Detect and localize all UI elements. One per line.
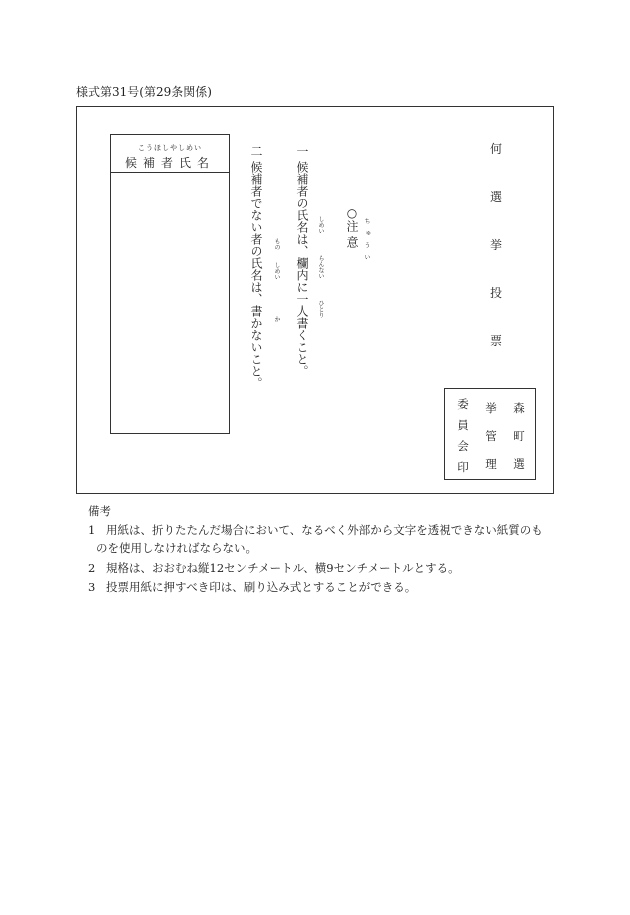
seal-box bbox=[444, 388, 536, 480]
note-text: 投票用紙に押すべき印は、刷り込み式とすることができる。 bbox=[106, 580, 417, 594]
ruby-shimei-2: しめい bbox=[273, 262, 280, 280]
seal-char: 挙 bbox=[485, 401, 497, 415]
seal-column-1 bbox=[511, 394, 527, 478]
instruction-2: 二 候補者でない者の氏名は、書かないこと。 bbox=[249, 145, 263, 389]
seal-char: 会 bbox=[457, 439, 469, 453]
candidate-name-label: 候補者氏名 bbox=[124, 156, 215, 170]
ballot-title-char: 挙 bbox=[489, 238, 502, 252]
seal-char: 理 bbox=[485, 457, 497, 471]
note-number: 1 bbox=[88, 523, 96, 537]
seal-char: 選 bbox=[513, 457, 525, 471]
ballot-title-char: 投 bbox=[489, 286, 502, 300]
note-1 bbox=[88, 521, 558, 557]
ruby-rannai: らんない bbox=[317, 255, 324, 279]
seal-char: 森 bbox=[513, 401, 525, 415]
instruction-1: 一 候補者の氏名は、欄内に一人書くこと。 bbox=[295, 145, 309, 377]
ruby-ka: か bbox=[273, 316, 280, 322]
seal-char: 管 bbox=[485, 429, 497, 443]
ballot-title bbox=[486, 140, 506, 380]
candidate-name-ruby: こうほしやしめい bbox=[138, 144, 202, 152]
candidate-name-field[interactable] bbox=[111, 173, 229, 433]
note-text-continued: のを使用しなければならない。 bbox=[96, 541, 257, 555]
candidate-name-header bbox=[111, 135, 229, 173]
caution-ruby: ちゅうい bbox=[363, 218, 370, 266]
candidate-name-box bbox=[110, 134, 230, 434]
caution-label: ○注 意 bbox=[345, 206, 359, 248]
seal-char: 印 bbox=[457, 460, 469, 474]
seal-char: 員 bbox=[457, 418, 469, 432]
ruby-shimei-1: しめい bbox=[317, 216, 324, 234]
note-text: 用紙は、折りたたんだ場合において、なるべく外部から文字を透視できない紙質のも bbox=[106, 523, 543, 537]
ballot-title-char: 選 bbox=[489, 190, 502, 204]
seal-char: 委 bbox=[457, 397, 469, 411]
form-title: 様式第31号(第29条関係) bbox=[76, 85, 212, 99]
note-3 bbox=[88, 578, 558, 596]
notes-heading: 備考 bbox=[88, 504, 111, 518]
ruby-hitori: ひとり bbox=[317, 300, 324, 318]
seal-char: 町 bbox=[513, 429, 525, 443]
note-text: 規格は、おおむね縦12センチメートル、横9センチメートルとする。 bbox=[106, 561, 460, 575]
ruby-mono: もの bbox=[273, 238, 280, 250]
ballot-title-char: 何 bbox=[489, 142, 502, 156]
seal-column-3 bbox=[455, 394, 471, 478]
note-2 bbox=[88, 559, 558, 577]
note-number: 2 bbox=[88, 561, 96, 575]
ballot-title-char: 票 bbox=[489, 334, 502, 348]
note-number: 3 bbox=[88, 580, 96, 594]
seal-column-2 bbox=[483, 394, 499, 478]
